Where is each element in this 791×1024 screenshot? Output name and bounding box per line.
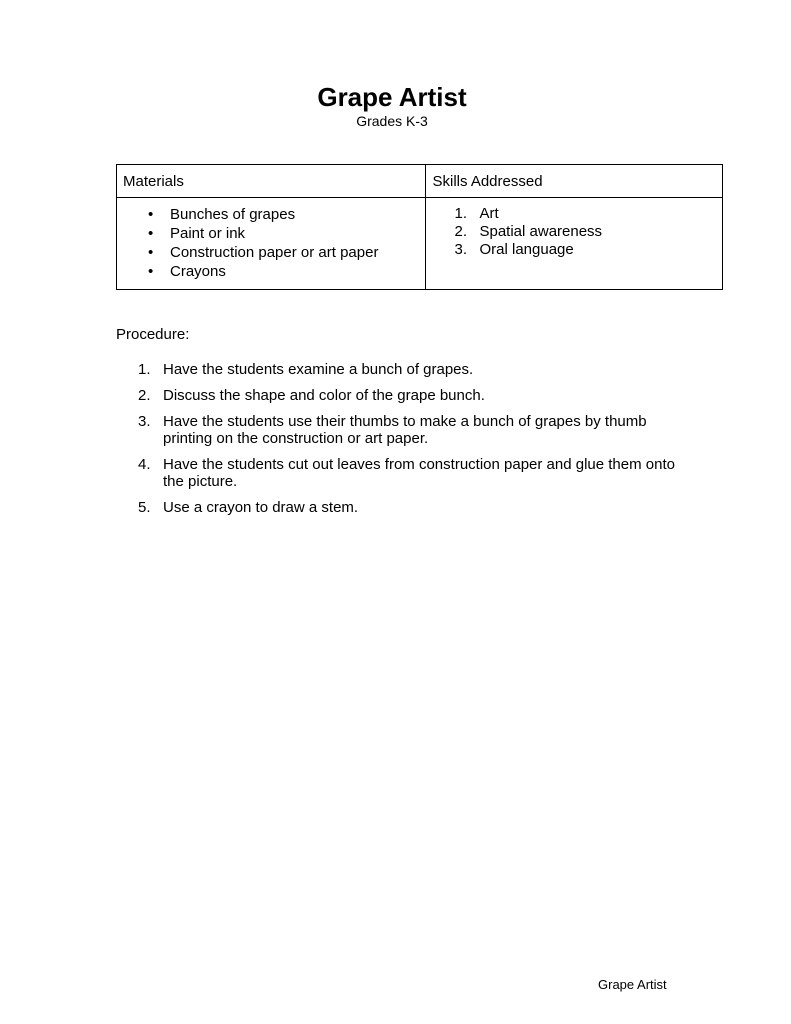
list-item: • Construction paper or art paper — [123, 243, 419, 262]
step-number: 2. — [138, 387, 151, 404]
procedure-step — [116, 361, 686, 378]
list-text: Art — [479, 205, 499, 222]
materials-skills-table — [116, 164, 723, 290]
list-item — [432, 223, 716, 241]
list-item — [432, 205, 716, 223]
step-text: Use a crayon to draw a stem. — [163, 499, 359, 516]
step-number: 4. — [138, 456, 151, 473]
table-row — [117, 198, 723, 290]
list-text: Spatial awareness — [479, 223, 603, 240]
step-number: 5. — [138, 499, 151, 516]
procedure-step — [116, 499, 686, 516]
materials-cell — [117, 198, 426, 290]
list-number: 2. — [454, 223, 467, 240]
list-item — [432, 241, 716, 259]
step-number: 1. — [138, 361, 151, 378]
skills-cell — [426, 198, 723, 290]
step-text: Have the students cut out leaves from construction paper and glue them onto the picture. — [163, 456, 675, 490]
procedure-step — [116, 456, 686, 490]
skills-header: Skills Addressed — [426, 165, 723, 198]
list-number: 3. — [454, 241, 467, 258]
document-subtitle: Grades K-3 — [356, 113, 428, 129]
step-text: Have the students use their thumbs to make a bunch of grapes by thumb printing on the construction or art paper. — [163, 413, 647, 447]
procedure-step — [116, 413, 686, 447]
table-header-row — [117, 165, 723, 198]
list-item: • Paint or ink — [123, 224, 419, 243]
step-number: 3. — [138, 413, 151, 430]
materials-list — [123, 205, 419, 281]
procedure-list — [116, 361, 686, 525]
document-title: Grape Artist — [317, 82, 467, 112]
step-text: Have the students examine a bunch of grapes. — [163, 361, 474, 378]
procedure-step — [116, 387, 686, 404]
list-item: • Crayons — [123, 262, 419, 281]
materials-header: Materials — [117, 165, 426, 198]
page-footer: Grape Artist — [598, 977, 667, 992]
list-text: Oral language — [479, 241, 574, 258]
skills-list — [432, 205, 716, 259]
list-number: 1. — [454, 205, 467, 222]
list-item: • Bunches of grapes — [123, 205, 419, 224]
step-text: Discuss the shape and color of the grape bunch. — [163, 387, 485, 404]
procedure-heading: Procedure: — [116, 326, 190, 343]
